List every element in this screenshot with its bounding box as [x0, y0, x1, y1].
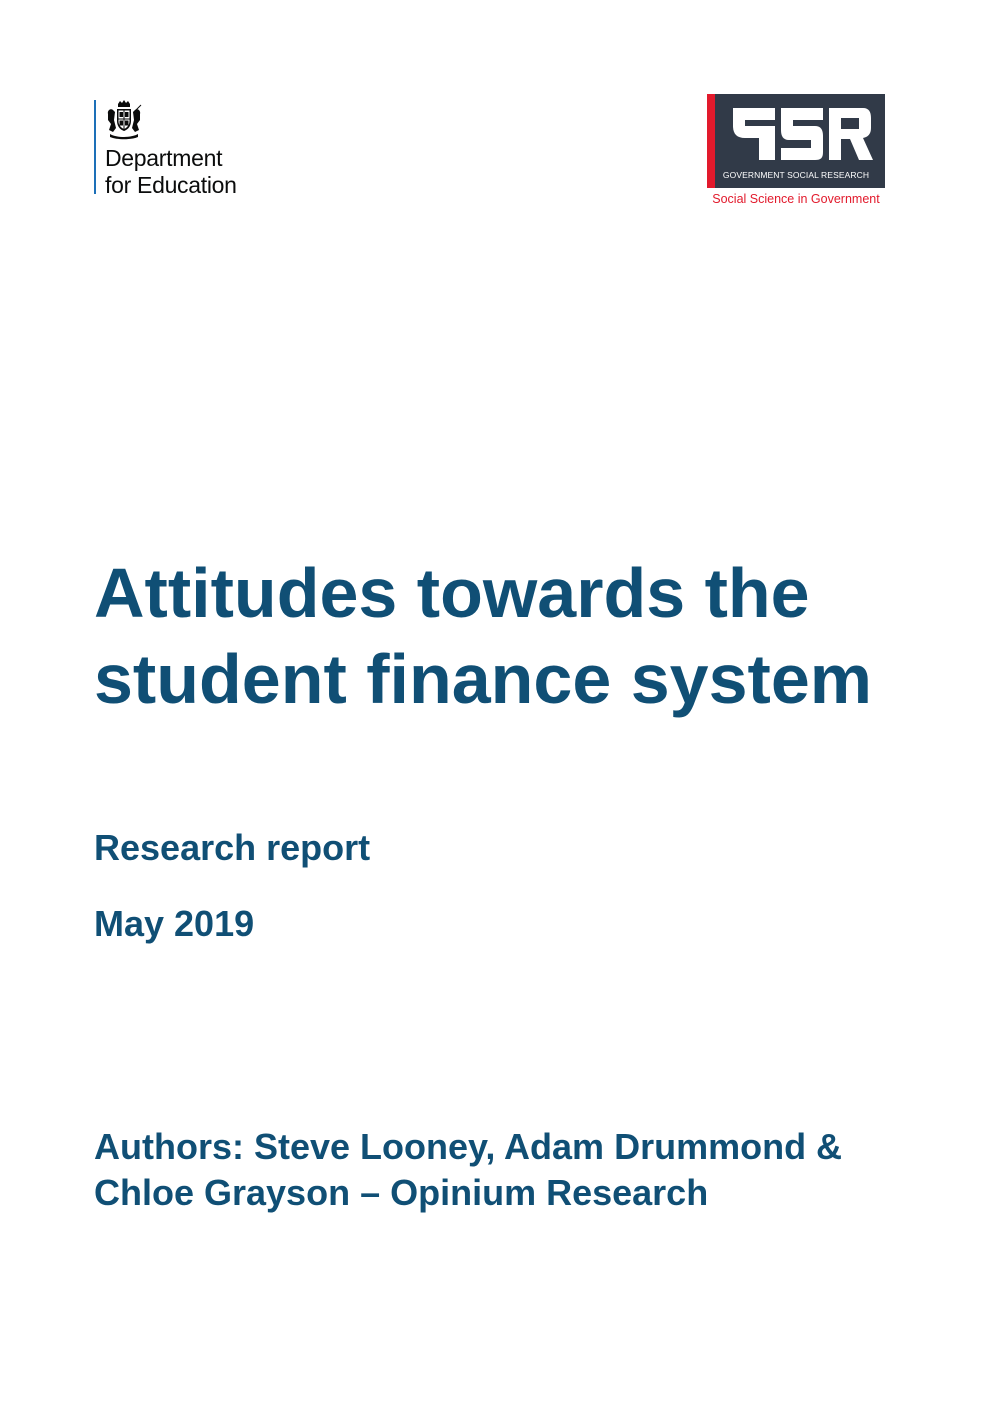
report-authors: Authors: Steve Looney, Adam Drummond & Chloe Grayson – Opinium Research: [94, 1126, 843, 1213]
dfe-logo-line1: Department: [105, 145, 223, 171]
gsr-logo: [707, 94, 885, 210]
gsr-logo-subtitle: GOVERNMENT SOCIAL RESEARCH: [722, 170, 870, 180]
report-subtitle: Research report: [94, 827, 371, 868]
report-title: Attitudes towards the student finance system: [94, 554, 872, 718]
gsr-letters-mark: [729, 104, 875, 164]
dfe-logo-text: [105, 145, 237, 199]
report-date: May 2019: [94, 903, 255, 944]
dfe-logo: [94, 100, 269, 198]
dfe-logo-line2: for Education: [105, 172, 237, 198]
gsr-logo-tagline: Social Science in Government: [712, 192, 880, 206]
royal-coat-of-arms-icon: [105, 100, 143, 140]
gsr-logo-box: [707, 94, 885, 188]
dfe-logo-bar: [94, 100, 96, 194]
